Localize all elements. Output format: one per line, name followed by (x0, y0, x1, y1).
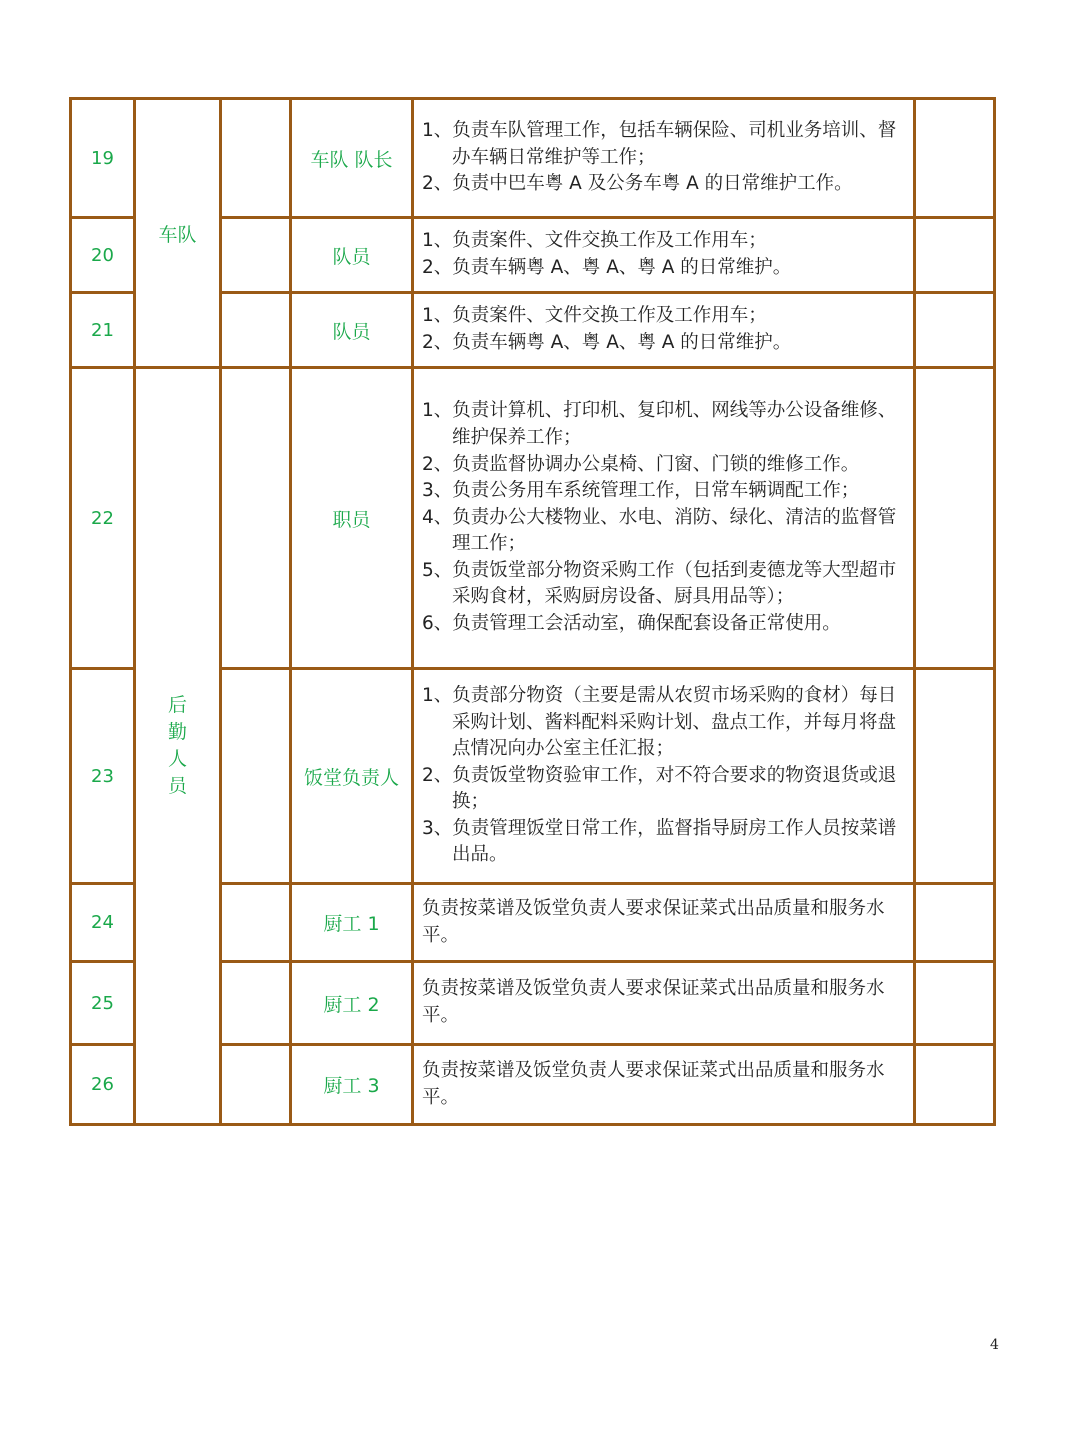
page-number: 4 (990, 1337, 999, 1353)
position-cell: 队员 (291, 293, 413, 368)
duty-item: 5、负责饭堂部分物资采购工作（包括到麦德龙等大型超市采购食材，采购厨房设备、厨具用品等）； (422, 559, 897, 608)
duty-cell (413, 962, 915, 1045)
remark-cell (915, 669, 995, 884)
duty-item: 1、负责案件、文件交换工作及工作用车； (422, 230, 767, 252)
duty-item: 1、负责计算机、打印机、复印机、网线等办公设备维修、维护保养工作； (422, 400, 897, 448)
department-logistics (135, 368, 221, 1125)
row-number: 25 (71, 962, 135, 1045)
department-char: 员 (167, 775, 187, 797)
duty-item: 负责按菜谱及饭堂负责人要求保证菜式出品质量和服务水平。 (422, 897, 885, 946)
duty-item: 6、负责管理工会活动室，确保配套设备正常使用。 (422, 613, 841, 635)
department-char: 人 (167, 748, 187, 770)
remark-cell (915, 1045, 995, 1125)
duty-item: 2、负责车辆粤 A、粤 A、粤 A 的日常维护。 (422, 257, 792, 278)
duty-item: 1、负责车队管理工作，包括车辆保险、司机业务培训、督办车辆日常维护等工作； (422, 120, 897, 168)
duty-cell (413, 1045, 915, 1125)
row-number: 19 (71, 99, 135, 218)
duty-cell (413, 368, 915, 669)
duty-cell (413, 884, 915, 962)
row-number: 26 (71, 1045, 135, 1125)
remark-cell (915, 293, 995, 368)
duty-item: 2、负责车辆粤 A、粤 A、粤 A 的日常维护。 (422, 332, 792, 353)
duty-item: 2、负责中巴车粤 A 及公务车粤 A 的日常维护工作。 (422, 173, 853, 195)
empty-cell (221, 1045, 291, 1125)
row-number: 21 (71, 293, 135, 368)
duty-cell (413, 218, 915, 293)
remark-cell (915, 962, 995, 1045)
duty-item: 3、负责管理饭堂日常工作，监督指导厨房工作人员按菜谱出品。 (422, 817, 897, 866)
department-char: 后 (167, 694, 187, 716)
duty-cell (413, 293, 915, 368)
table-row (71, 368, 995, 669)
duty-item: 负责按菜谱及饭堂负责人要求保证菜式出品质量和服务水平。 (422, 978, 885, 1026)
remark-cell (915, 99, 995, 218)
remark-cell (915, 368, 995, 669)
empty-cell (221, 884, 291, 962)
duty-item: 负责按菜谱及饭堂负责人要求保证菜式出品质量和服务水平。 (422, 1059, 885, 1108)
duty-table (69, 97, 996, 1126)
position-cell: 队员 (291, 218, 413, 293)
position-cell: 厨工 3 (291, 1045, 413, 1125)
duty-cell (413, 99, 915, 218)
department-fleet: 车队 (135, 99, 221, 368)
empty-cell (221, 962, 291, 1045)
remark-cell (915, 884, 995, 962)
empty-cell (221, 99, 291, 218)
duty-item: 1、负责案件、文件交换工作及工作用车； (422, 305, 767, 327)
table-row (71, 99, 995, 218)
duty-item: 2、负责监督协调办公桌椅、门窗、门锁的维修工作。 (422, 453, 860, 475)
position-cell: 厨工 2 (291, 962, 413, 1045)
row-number: 20 (71, 218, 135, 293)
row-number: 24 (71, 884, 135, 962)
row-number: 23 (71, 669, 135, 884)
remark-cell (915, 218, 995, 293)
empty-cell (221, 368, 291, 669)
duty-item: 2、负责饭堂物资验审工作，对不符合要求的物资退货或退换； (422, 764, 897, 813)
duty-item: 1、负责部分物资（主要是需从农贸市场采购的食材）每日采购计划、酱料配料采购计划、盘点工作，并每月将盘点情况向办公室主任汇报； (422, 684, 897, 760)
empty-cell (221, 218, 291, 293)
position-cell: 厨工 1 (291, 884, 413, 962)
position-cell: 职员 (291, 368, 413, 669)
position-cell: 饭堂负责人 (291, 669, 413, 884)
position-cell: 车队 队长 (291, 99, 413, 218)
empty-cell (221, 293, 291, 368)
row-number: 22 (71, 368, 135, 669)
department-char: 勤 (167, 721, 187, 743)
empty-cell (221, 669, 291, 884)
duty-item: 4、负责办公大楼物业、水电、消防、绿化、清洁的监督管理工作； (422, 506, 897, 555)
duty-item: 3、负责公务用车系统管理工作，日常车辆调配工作； (422, 480, 860, 502)
duty-cell (413, 669, 915, 884)
